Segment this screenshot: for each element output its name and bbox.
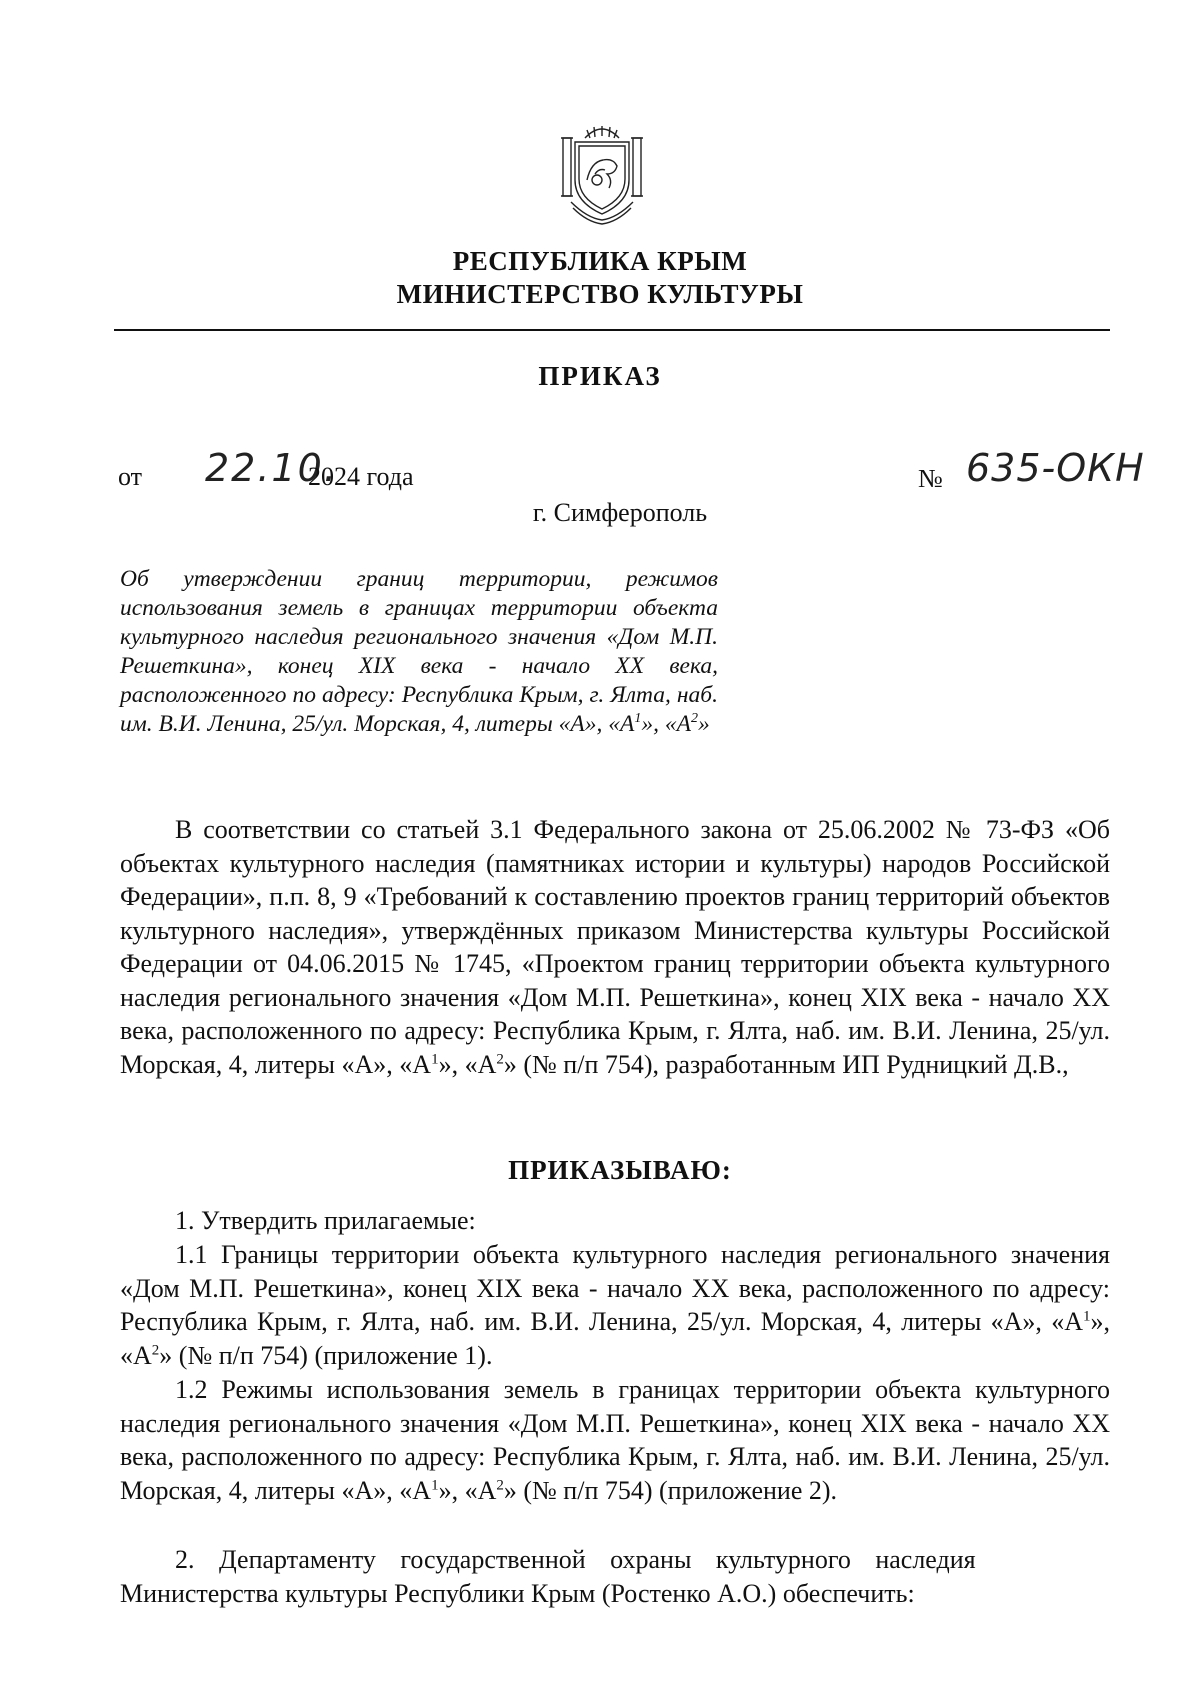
item-2-line-2: Министерства культуры Республики Крым (Ростенко А.О.) обеспечить:	[120, 1578, 915, 1608]
item-1-1: 1.1 Границы территории объекта культурного наследия регионального значения «Дом М.П. Решеткина», конец XIX века - начало XX века, расположенного по адресу: Республика Крым, г. Ялта, наб. им. В.И. Ленина, 25/ул. Морская, 4, литеры «А», «$А^1$», «$А^2$» (№ п/п 754) (приложение 1).	[120, 1240, 1110, 1370]
document-type-title: ПРИКАЗ	[538, 361, 662, 391]
item-2	[120, 1543, 1110, 1610]
item-1-2: 1.2 Режимы использования земель в границах территории объекта культурного наследия регионального значения «Дом М.П. Решеткина», конец XIX века - начало XX века, расположенного по адресу: Республика Крым, г. Ялта, наб. им. В.И. Ленина, 25/ул. Морская, 4, литеры «А», «$А^1$», «$А^2$» (№ п/п 754) (приложение 2).	[120, 1375, 1110, 1505]
item-1: 1. Утвердить прилагаемые:	[175, 1206, 476, 1235]
city-line: г. Симферополь	[532, 498, 708, 527]
order-subject: Об утверждении границ территории, режимов использования земель в границах территории объекта культурного наследия регионального значения «Дом М.П. Решеткина», конец XIX века - начало XX века, расположенного по адресу: Республика Крым, г. Ялта, наб. им. В.И. Ленина, 25/ул. Морская, 4, литеры «А», «$А^1$», «$А^2$»	[120, 566, 718, 737]
crimea-coat-of-arms-icon	[557, 118, 647, 226]
date-prefix: от	[118, 462, 143, 491]
date-year: 2024 года	[308, 462, 414, 491]
item-2-line-1: 2. Департаменту государственной охраны культурного наследия	[175, 1545, 976, 1574]
header-rule	[114, 329, 1110, 331]
handwritten-number: 635-ОКН	[966, 446, 1145, 490]
preamble-paragraph: В соответствии со статьей 3.1 Федерального закона от 25.06.2002 № 73-ФЗ «Об объектах культурного наследия (памятниках истории и культуры) народов Российской Федерации», п.п. 8, 9 «Требований к составлению проектов границ территорий объектов культурного наследия», утверждённых приказом Министерства культуры Российской Федерации от 04.06.2015 № 1745, «Проектом границ территории объекта культурного наследия регионального значения «Дом М.П. Решеткина», конец XIX века - начало XX века, расположенного по адресу: Республика Крым, г. Ялта, наб. им. В.И. Ленина, 25/ул. Морская, 4, литеры «А», «$А^1$», «$А^2$» (№ п/п 754), разработанным ИП Рудницкий Д.В.,	[120, 815, 1110, 1079]
ministry-title: МИНИСТЕРСТВО КУЛЬТУРЫ	[396, 279, 804, 309]
number-sign: №	[918, 464, 943, 493]
order-heading: ПРИКАЗЫВАЮ:	[508, 1155, 732, 1185]
republic-title: РЕСПУБЛИКА КРЫМ	[452, 246, 748, 276]
handwritten-date: 22.10.	[205, 446, 338, 490]
